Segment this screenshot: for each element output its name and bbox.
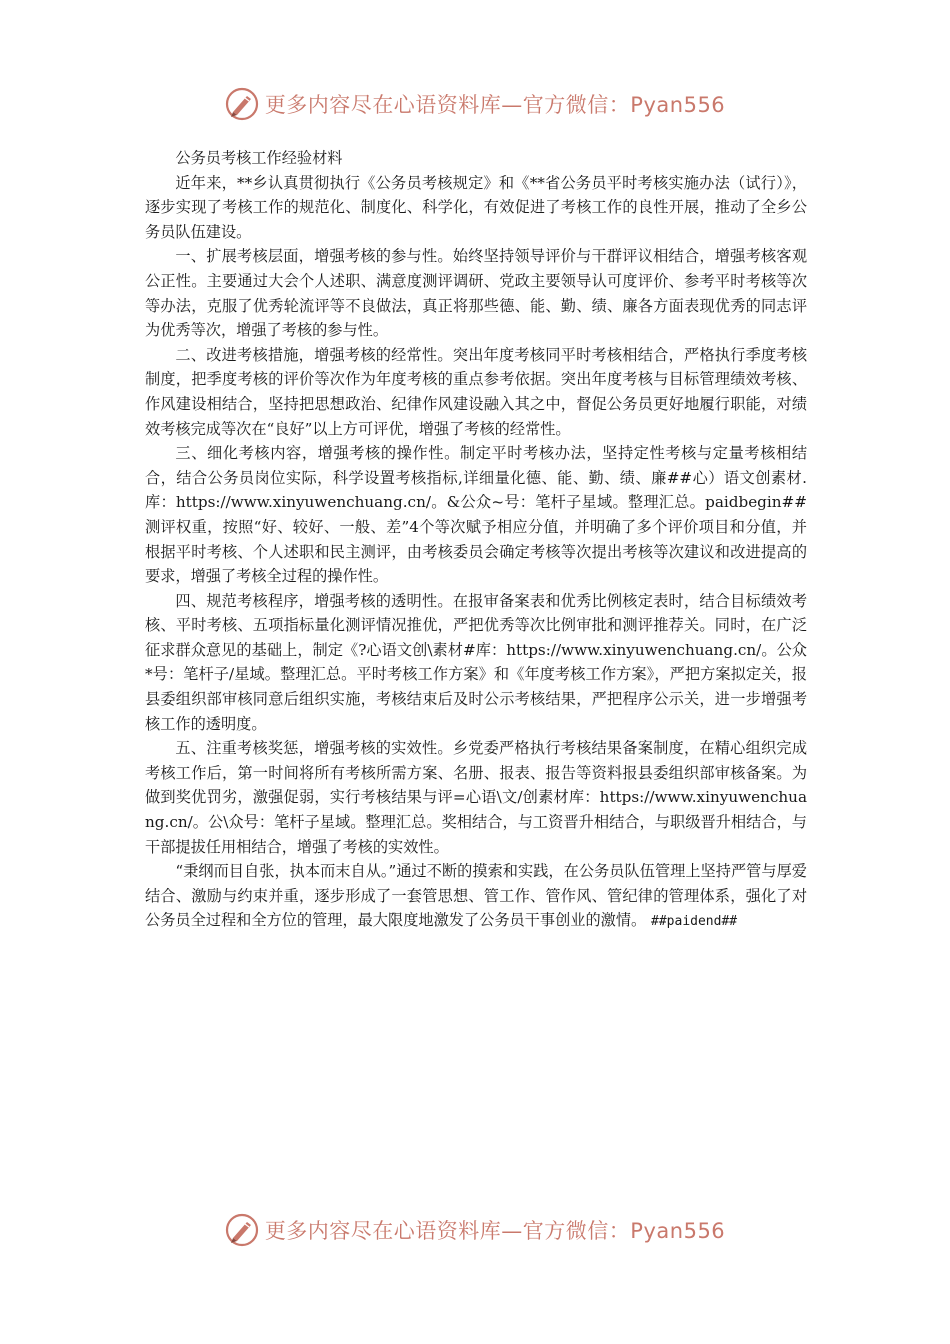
document-body [145, 146, 807, 935]
header-banner [0, 82, 950, 126]
header-banner-text: 更多内容尽在心语资料库—官方微信：Pyan556 [264, 93, 726, 117]
footer-banner [0, 1208, 950, 1252]
footer-banner-text: 更多内容尽在心语资料库—官方微信：Pyan556 [264, 1219, 726, 1243]
paragraph-section-4: 四、规范考核程序，增强考核的透明性。在报审备案表和优秀比例核定表时，结合目标绩效考核、平时考核、五项指标量化测评情况推优，严把优秀等次比例审批和测评推荐关。同时，在广泛征求群众意见的基础上，制定《?心语文创\素材#库：https://www.xinyuwenchuang.cn/。公众*号：笔杆子/星域。整理汇总。平时考核工作方案》和《年度考核工作方案》，严把方案拟定关，报县委组织部审核同意后组织实施，考核结束后及时公示考核结果，严把程序公示关，进一步增强考核工作的透明度。 [145, 591, 807, 733]
conclusion-text: “秉纲而目自张，执本而末自从。”通过不断的摸索和实践，在公务员队伍管理上坚持严管与厚爱结合、激励与约束并重，逐步形成了一套管思想、管工作、管作风、管纪律的管理体系，强化了对公务员全过程和全方位的管理，最大限度地激发了公务员干事创业的激情。 [145, 862, 807, 930]
end-marker: ##paidend## [651, 914, 738, 930]
document-title: 公务员考核工作经验材料 [175, 149, 343, 167]
paragraph-section-5: 五、注重考核奖惩，增强考核的实效性。乡党委严格执行考核结果备案制度，在精心组织完成考核工作后，第一时间将所有考核所需方案、名册、报表、报告等资料报县委组织部审核备案。为做到奖优罚劣，激强促弱，实行考核结果与评=心语\文/创素材库：https://www.xinyuwenchuang.cn/。公\众号：笔杆子星域。整理汇总。奖相结合，与工资晋升相结合，与职级晋升相结合，与干部提拔任用相结合，增强了考核的实效性。 [145, 739, 807, 856]
pen-logo-icon [225, 87, 259, 121]
pen-logo-icon [225, 1213, 259, 1247]
footer-banner-content [225, 1213, 725, 1247]
paragraph-section-3: 三、细化考核内容，增强考核的操作性。制定平时考核办法，坚持定性考核与定量考核相结合，结合公务员岗位实际，科学设置考核指标,详细量化德、能、勤、绩、廉##心）语文创素材.库：https://www.xinyuwenchuang.cn/。&公众~号：笔杆子星域。整理汇总。paidbegin##测评权重，按照“好、较好、一般、差”4个等次赋予相应分值，并明确了多个评价项目和分值，并根据平时考核、个人述职和民主测评，由考核委员会确定考核等次提出考核等次建议和改进提高的要求，增强了考核全过程的操作性。 [145, 444, 807, 586]
header-banner-content [225, 87, 725, 121]
paragraph-intro: 近年来，**乡认真贯彻执行《公务员考核规定》和《**省公务员平时考核实施办法（试行）》，逐步实现了考核工作的规范化、制度化、科学化，有效促进了考核工作的良性开展，推动了全乡公务员队伍建设。 [145, 173, 807, 241]
paragraph-conclusion [145, 859, 807, 935]
paragraph-section-2: 二、改进考核措施，增强考核的经常性。突出年度考核同平时考核相结合，严格执行季度考核制度，把季度考核的评价等次作为年度考核的重点参考依据。突出年度考核与目标管理绩效考核、作风建设相结合，坚持把思想政治、纪律作风建设融入其之中，督促公务员更好地履行职能，对绩效考核完成等次在“良好”以上方可评优，增强了考核的经常性。 [145, 345, 807, 438]
paragraph-section-1: 一、扩展考核层面，增强考核的参与性。始终坚持领导评价与干群评议相结合，增强考核客观公正性。主要通过大会个人述职、满意度测评调研、党政主要领导认可度评价、参考平时考核等次等办法，克服了优秀轮流评等不良做法，真正将那些德、能、勤、绩、廉各方面表现优秀的同志评为优秀等次，增强了考核的参与性。 [145, 247, 807, 340]
